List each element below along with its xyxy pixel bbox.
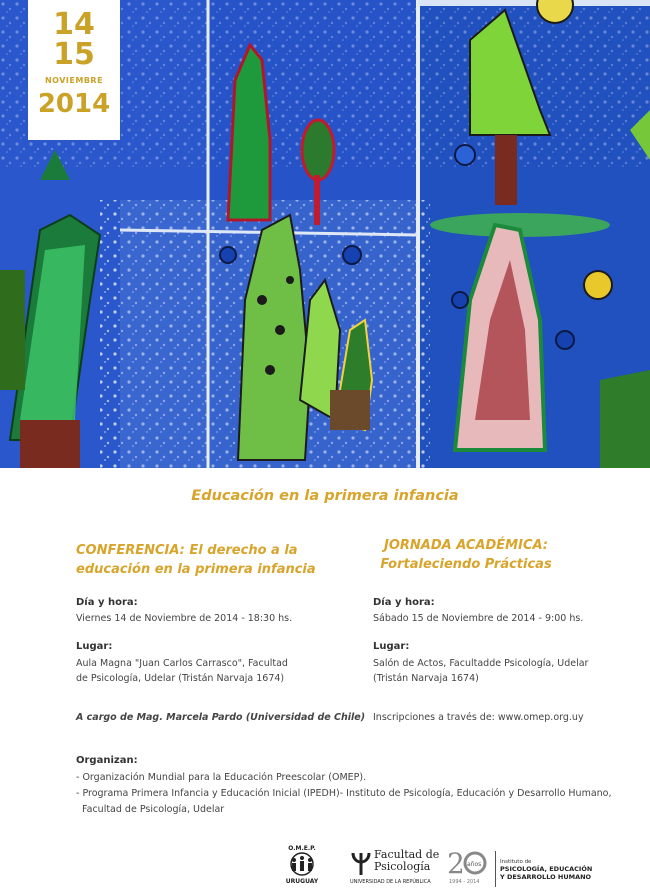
omep-children-icon <box>284 852 320 876</box>
organizer-faculty: Facultad de Psicología, Udelar <box>76 804 225 815</box>
instituto-line2: PSICOLOGÍA, EDUCACIÓN <box>500 865 593 873</box>
instituto-logo <box>500 859 620 881</box>
conferencia-heading-line1: CONFERENCIA: El derecho a la <box>76 543 298 558</box>
jornada-when-label: Día y hora: <box>373 597 435 608</box>
omep-logo <box>280 845 324 891</box>
jornada-heading-line2: Fortaleciendo Prácticas <box>380 557 552 572</box>
instituto-line3: Y DESARROLLO HUMANO <box>500 873 592 881</box>
facultad-psicologia-logo <box>350 849 442 891</box>
organizer-ipedh: - Programa Primera Infancia y Educación Inicial (IPEDH)- Instituto de Psicología, Educación y Desarrollo Humano, <box>76 788 612 799</box>
jornada-place-line2: (Tristán Narvaja 1674) <box>373 673 479 684</box>
date-month: NOVIEMBRE <box>44 76 104 85</box>
organizers-label: Organizan: <box>76 755 138 766</box>
conferencia-place-line1: Aula Magna "Juan Carlos Carrasco", Facultad <box>76 658 288 669</box>
date-day-1: 14 <box>53 7 95 42</box>
date-day-2: 15 <box>53 37 95 72</box>
jornada-when: Sábado 15 de Noviembre de 2014 - 9:00 hs. <box>373 613 584 624</box>
conferencia-place-line2: de Psicología, Udelar (Tristán Narvaja 1674) <box>76 673 285 684</box>
jornada-registration: Inscripciones a través de: www.omep.org.uy <box>373 712 584 723</box>
jornada-place-label: Lugar: <box>373 641 410 652</box>
svg-text:2: 2 <box>447 847 465 877</box>
omep-logo-top-text: O.M.E.P. <box>288 845 316 852</box>
logo-divider <box>495 851 496 887</box>
conferencia-when-label: Día y hora: <box>76 597 138 608</box>
conferencia-speaker: A cargo de Mag. Marcela Pardo (Universidad de Chile) <box>76 712 366 723</box>
jornada-place-line1: Salón de Actos, Facultadde Psicología, Udelar <box>373 658 589 669</box>
facultad-name-line2: Psicología <box>374 860 431 873</box>
footer-logos <box>280 845 620 891</box>
anniversary-label: años <box>467 861 482 868</box>
organizer-omep: - Organización Mundial para la Educación Preescolar (OMEP). <box>76 772 367 783</box>
date-year: 2014 <box>37 89 111 119</box>
conferencia-heading <box>76 541 336 579</box>
omep-logo-bottom-text: URUGUAY <box>285 878 319 885</box>
anniversary-20-years <box>445 847 493 891</box>
conferencia-place-label: Lugar: <box>76 641 113 652</box>
psi-emblem-icon <box>350 851 372 877</box>
instituto-line1: Instituto de <box>500 859 532 865</box>
anniversary-range: 1994 - 2014 <box>449 879 480 885</box>
conferencia-heading-line2: educación en la primera infancia <box>76 562 316 577</box>
facultad-university: UNIVERSIDAD DE LA REPÚBLICA <box>350 879 431 885</box>
conferencia-when: Viernes 14 de Noviembre de 2014 - 18:30 hs. <box>76 613 293 624</box>
facultad-name-line1: Facultad de <box>374 848 440 861</box>
event-title: Educación en la primera infancia <box>191 488 459 504</box>
event-date-box <box>28 0 120 140</box>
jornada-heading <box>366 536 566 574</box>
jornada-heading-line1: JORNADA ACADÉMICA: <box>384 538 548 553</box>
